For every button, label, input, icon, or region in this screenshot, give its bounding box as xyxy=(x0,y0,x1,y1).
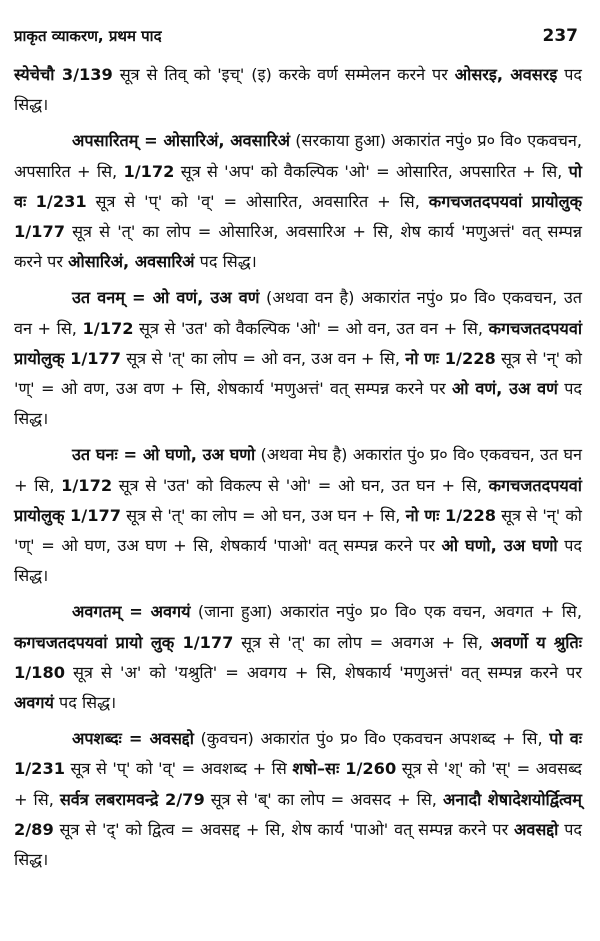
bold-term: अनादौ शेषादेशयोर्द्वित्वम् 2/89 xyxy=(14,789,582,839)
bold-term: 1/172 xyxy=(82,318,134,338)
paragraph-avagatam xyxy=(14,597,582,718)
bold-term: अवगयं xyxy=(14,693,54,713)
bold-term: कगचजतदपयवां प्रायोलुक् 1/177 xyxy=(14,475,582,525)
paragraph-apashabdah xyxy=(14,724,582,875)
bold-term: नो णः 1/228 xyxy=(405,505,496,525)
text-run: सूत्र से 'द्' को द्वित्व = अवसद्द + सि, शेष कार्य 'पाओ' वत् सम्पन्न करने पर xyxy=(53,819,515,839)
running-header-title: प्राकृत व्याकरण, प्रथम पाद xyxy=(14,27,162,45)
text-run: (कुवचन) अकारांत पुं० प्र० वि० एकवचन अपशब्द + सि, xyxy=(193,729,550,749)
text-run: सूत्र से 'त्' का लोप = ओ घन, उअ घन + सि, xyxy=(121,505,406,525)
text-run: (अथवा मेघ है) अकारांत पुं० प्र० वि० एकवचन, उत घन + सि, xyxy=(14,445,582,495)
text-run: सूत्र से 'त्' का लोप = ओसारिअ, अवसारिअ + सि, शेष कार्य 'मणुअत्तं' वत् सम्पन्न करने पर xyxy=(14,222,582,272)
text-run: सूत्र से 'न्' को 'ण्' = ओ घण, उअ घण + सि, शेषकार्य 'पाओ' वत् सम्पन्न करने पर xyxy=(14,505,582,556)
text-run: सूत्र से 'उत' को विकल्प से 'ओ' = ओ घन, उत घन + सि, xyxy=(112,475,489,495)
text-run: सूत्र से 'अ' को 'यश्रुति' = अवगय + सि, शेषकार्य 'मणुअत्तं' वत् सम्पन्न करने पर xyxy=(64,662,582,682)
bold-term: पो वः 1/231 xyxy=(14,729,582,779)
page-header xyxy=(14,26,582,54)
text-run: सूत्र से 'प्' को 'व्' = अवशब्द + सि xyxy=(64,759,293,779)
bold-term: स्येचेचौ 3/139 xyxy=(14,65,113,84)
text-run: सूत्र से तिव् को 'इच्' (इ) करके वर्ण सम्मेलन करने पर xyxy=(112,65,455,84)
paragraph-suffix-rule xyxy=(14,60,582,120)
text-run: सूत्र से 'ब्' का लोप = अवसद + सि, xyxy=(204,789,443,809)
text-run: पद सिद्ध। xyxy=(14,819,583,870)
bold-term: उत घनः = ओ घणो, उअ घणो xyxy=(72,445,256,465)
bold-term: ओसरइ, अवसरइ xyxy=(454,65,558,84)
text-run: सूत्र से 'उत' को वैकल्पिक 'ओ' = ओ वन, उत वन + सि, xyxy=(133,318,489,338)
bold-term: कगचजतदपयवां प्रायो लुक् 1/177 xyxy=(14,632,234,652)
text-run: पद सिद्ध। xyxy=(14,536,582,586)
text-run: पद सिद्ध। xyxy=(14,65,582,115)
bold-term: अवसद्दो xyxy=(514,819,559,839)
text-run: सूत्र से 'अप' को वैकल्पिक 'ओ' = ओसारित, अपसारित + सि, xyxy=(174,161,569,181)
text-run: सूत्र से 'त्' का लोप = अवगअ + सि, xyxy=(233,632,491,652)
bold-term: शषो–सः 1/260 xyxy=(292,759,397,779)
bold-term: सर्वत्र लबरामवन्द्रे 2/79 xyxy=(59,789,205,809)
bold-term: नो णः 1/228 xyxy=(405,348,496,368)
text-run: पद सिद्ध। xyxy=(53,693,117,713)
bold-term: ओ घणो, उअ घणो xyxy=(441,536,558,556)
paragraph-apasaritam xyxy=(14,126,582,277)
bold-term: अवर्णो य श्रुतिः 1/180 xyxy=(14,632,582,682)
text-run: सूत्र से 'प्' को 'व्' = ओसारित, अवसारित + सि, xyxy=(86,191,429,211)
bold-term: ओसारिअं, अवसारिअं xyxy=(68,252,195,272)
bold-term: कगचजतदपयवां प्रायोलुक् 1/177 xyxy=(14,318,583,368)
bold-term: 1/172 xyxy=(61,475,113,495)
page-body xyxy=(14,60,582,875)
bold-term: ओ वणं, उअ वणं xyxy=(452,379,558,399)
bold-term: अवगतम् = अवगयं xyxy=(72,602,191,622)
bold-term: पो वः 1/231 xyxy=(14,161,582,211)
text-run: सूत्र से 'श्' को 'स्' = अवसब्द + सि, xyxy=(14,759,582,809)
text-run: (जाना हुआ) अकारांत नपुं० प्र० वि० एक वचन, अवगत + सि, xyxy=(190,602,582,622)
text-run: सूत्र से 'त्' का लोप = ओ वन, उअ वन + सि, xyxy=(121,348,406,368)
paragraph-uta-ghanah xyxy=(14,440,582,591)
text-run: पद सिद्ध। xyxy=(14,379,583,429)
text-run: (सरकाया हुआ) अकारांत नपुं० प्र० वि० एकवचन, अपसारित + सि, xyxy=(14,131,582,181)
text-run: (अथवा वन है) अकारांत नपुं० प्र० वि० एकवचन, उत वन + सि, xyxy=(14,288,582,338)
bold-term: कगचजतदपयवां प्रायोलुक् 1/177 xyxy=(14,191,582,242)
text-run: सूत्र से 'न्' को 'ण्' = ओ वण, उअ वण + सि, शेषकार्य 'मणुअत्तं' वत् सम्पन्न करने पर xyxy=(14,348,582,399)
bold-term: 1/172 xyxy=(123,161,175,181)
page-number: 237 xyxy=(542,26,578,46)
bold-term: अपसारितम् = ओसारिअं, अवसारिअं xyxy=(72,131,290,151)
paragraph-uta-vanam xyxy=(14,283,582,434)
text-run: पद सिद्ध। xyxy=(194,252,257,272)
bold-term: उत वनम् = ओ वणं, उअ वणं xyxy=(72,288,260,308)
bold-term: अपशब्दः = अवसद्दो xyxy=(72,729,194,749)
